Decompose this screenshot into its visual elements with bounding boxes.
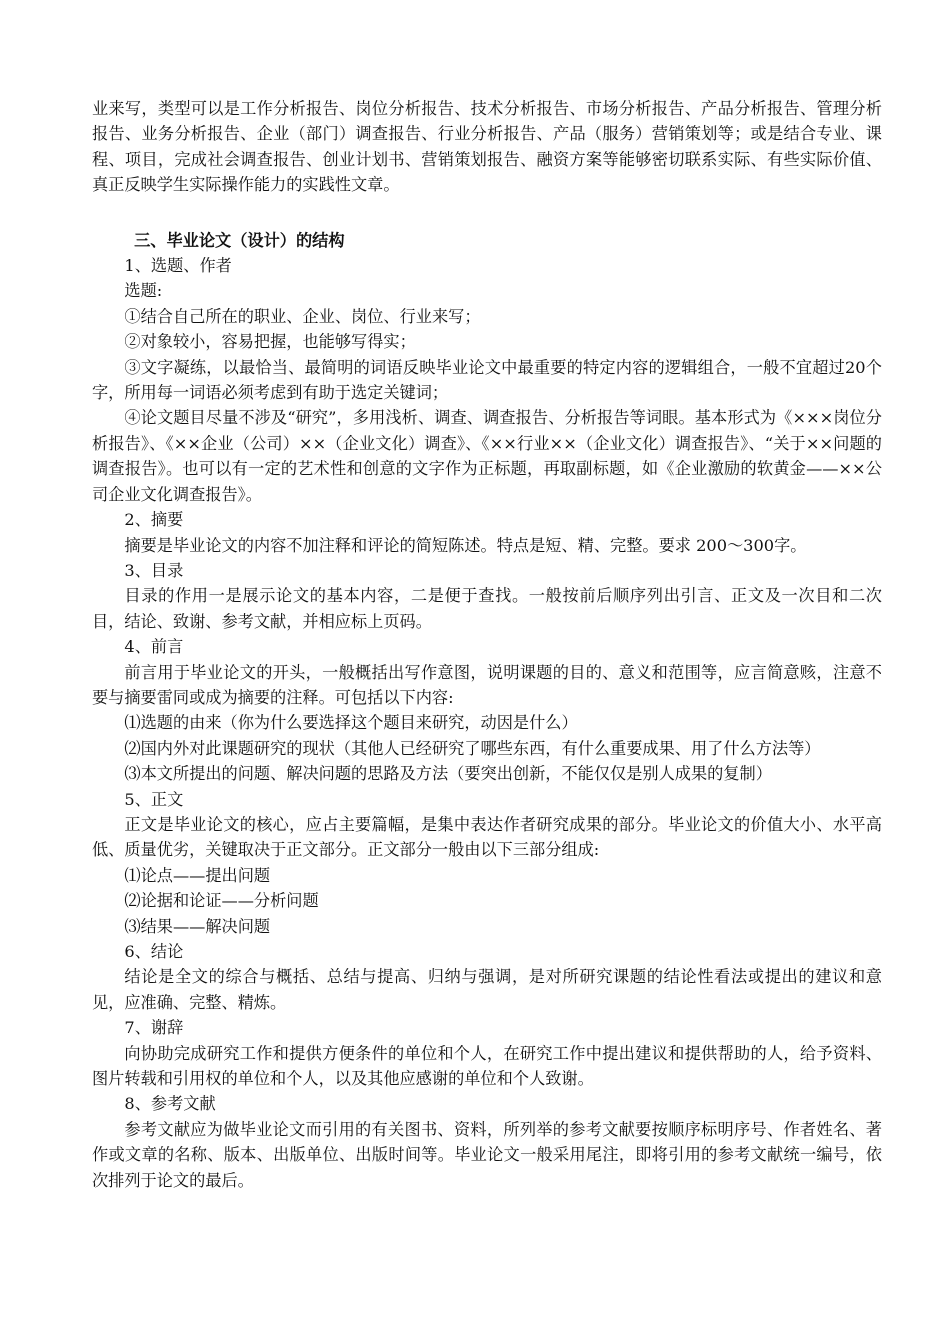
section-heading: 三、毕业论文（设计）的结构	[134, 230, 345, 250]
abstract-paragraph: 摘要是毕业论文的内容不加注释和评论的简短陈述。特点是短、精、完整。要求 200～300字。	[124, 535, 807, 555]
subsection-title-2: 2、摘要	[124, 510, 184, 530]
body-item-3: ⑶结果——解决问题	[124, 916, 271, 936]
body-paragraph: 正文是毕业论文的核心，应占主要篇幅，是集中表达作者研究成果的部分。毕业论文的价值大小、水平高低、质量优劣，关键取决于正文部分。正文部分一般由以下三部分组成:	[92, 814, 882, 860]
topic-item-4: ④论文题目尽量不涉及“研究”，多用浅析、调查、调查报告、分析报告等词眼。基本形式为《×××岗位分析报告》、《××企业（公司）××（企业文化）调查》、《××行业××（企业文化）调查报告》、“关于××问题的调查报告》。也可以有一定的艺术性和创意的文字作为正标题，再取副标题，如《企业激励的软黄金——××公司企业文化调查报告》。	[92, 408, 882, 504]
conclusion-paragraph: 结论是全文的综合与概括、总结与提高、归纳与强调，是对所研究课题的结论性看法或提出的建议和意见，应准确、完整、精炼。	[92, 967, 882, 1012]
document-page	[92, 96, 882, 1193]
topic-label: 选题:	[124, 281, 163, 301]
preface-item-3: ⑶本文所提出的问题、解决问题的思路及方法（要突出创新，不能仅仅是别人成果的复制）	[124, 764, 772, 784]
subsection-title-8: 8、参考文献	[124, 1094, 216, 1114]
acknowledgement-paragraph: 向协助完成研究工作和提供方便条件的单位和个人，在研究工作中提出建议和提供帮助的人，给予资料、图片转载和引用权的单位和个人，以及其他应感谢的单位和个人致谢。	[92, 1043, 882, 1089]
preface-item-2: ⑵国内外对此课题研究的现状（其他人已经研究了哪些东西，有什么重要成果、用了什么方法等）	[124, 738, 821, 758]
intro-paragraph: 业来写，类型可以是工作分析报告、岗位分析报告、技术分析报告、市场分析报告、产品分析报告、管理分析报告、业务分析报告、企业（部门）调查报告、行业分析报告、产品（服务）营销策划等；或是结合专业、课程、项目，完成社会调查报告、创业计划书、营销策划报告、融资方案等能够密切联系实际、有些实际价值、真正反映学生实际操作能力的实践性文章。	[92, 99, 882, 195]
body-item-2: ⑵论据和论证——分析问题	[124, 891, 319, 911]
preface-paragraph: 前言用于毕业论文的开头，一般概括出写作意图，说明课题的目的、意义和范围等，应言简意赅，注意不要与摘要雷同或成为摘要的注释。可包括以下内容:	[92, 662, 882, 707]
subsection-title-5: 5、正文	[124, 789, 184, 809]
preface-item-1: ⑴选题的由来（你为什么要选择这个题目来研究，动因是什么）	[124, 713, 578, 733]
body-item-1: ⑴论点——提出问题	[124, 865, 271, 885]
references-paragraph: 参考文献应为做毕业论文而引用的有关图书、资料，所列举的参考文献要按顺序标明序号、作者姓名、著作或文章的名称、版本、出版单位、出版时间等。毕业论文一般采用尾注，即将引用的参考文献统一编号，依次排列于论文的最后。	[92, 1119, 882, 1190]
subsection-title-6: 6、结论	[124, 942, 184, 961]
subsection-title-4: 4、前言	[124, 637, 184, 657]
subsection-title-3: 3、目录	[124, 560, 184, 580]
topic-item-2: ②对象较小，容易把握，也能够写得实；	[124, 332, 416, 352]
subsection-title-1: 1、选题、作者	[124, 256, 232, 276]
subsection-title-7: 7、谢辞	[124, 1018, 184, 1038]
spacer	[92, 198, 882, 228]
topic-item-1: ①结合自己所在的职业、企业、岗位、行业来写；	[124, 306, 481, 326]
toc-paragraph: 目录的作用一是展示论文的基本内容，二是便于查找。一般按前后顺序列出引言、正文及一次目和二次目，结论、致谢、参考文献，并相应标上页码。	[92, 586, 882, 631]
topic-item-3: ③文字凝练，以最恰当、最简明的词语反映毕业论文中最重要的特定内容的逻辑组合，一般不宜超过20个字，所用每一词语必须考虑到有助于选定关键词；	[92, 357, 882, 403]
